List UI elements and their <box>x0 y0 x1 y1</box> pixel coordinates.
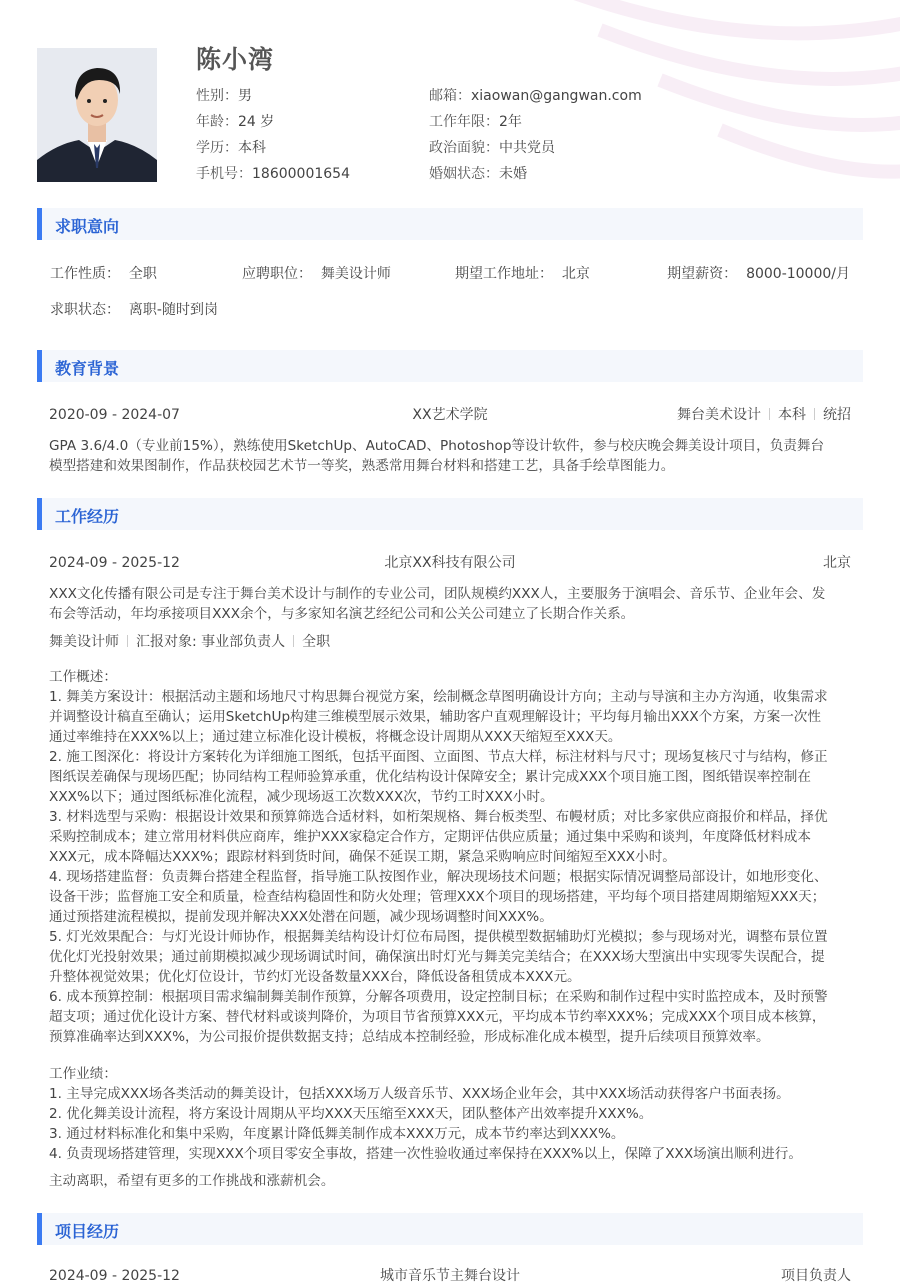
intent-salary: 期望薪资： 8000-10000/月 <box>667 266 850 282</box>
leave-reason: 主动离职，希望有更多的工作挑战和涨薪机会。 <box>49 1173 335 1189</box>
section-accent-bar <box>37 498 42 530</box>
section-accent-bar <box>37 208 42 240</box>
project-date: 2024-09 - 2025-12 <box>49 1268 180 1284</box>
work-company: 北京XX科技有限公司 <box>384 555 516 571</box>
section-title: 教育背景 <box>55 359 120 378</box>
section-header-education <box>37 350 863 382</box>
section-accent-bar <box>37 350 42 382</box>
section-title: 求职意向 <box>55 217 120 236</box>
company-intro: XXX文化传播有限公司是专注于舞台美术设计与制作的专业公司，团队规模约XXX人，主要服务于演唱会、音乐节、企业年会、发 布会等活动，年均承接项目XXX余个，与多家知名演艺经纪公司和公关公司建立了长期合作关系。 <box>49 586 826 622</box>
project-role: 项目负责人 <box>781 1268 851 1284</box>
section-title: 工作经历 <box>55 507 120 526</box>
intent-status: 求职状态： 离职-随时到岗 <box>50 302 218 318</box>
divider <box>769 408 770 420</box>
intent-position: 应聘职位： 舞美设计师 <box>242 266 391 282</box>
political-status-field: 政治面貌：中共党员 <box>429 140 555 156</box>
work-years-field: 工作年限：2年 <box>429 114 522 130</box>
education-level-field: 学历：本科 <box>196 140 266 156</box>
section-accent-bar <box>37 1213 42 1245</box>
marital-status-field: 婚姻状态：未婚 <box>429 166 527 182</box>
work-overview: 工作概述： 1. 舞美方案设计：根据活动主题和场地尺寸构思舞台视觉方案，绘制概念草图明确设计方向；主动与导演和主办方沟通，收集需求 并调整设计稿直至确认；运用SketchUp构建三维模型展示效果，辅助客户直观理解设计；平均每月输出XXX个方案，方案一次性 通过率维持在XXX%以上；通过建立标准化设计模板，将概念设计周期从XXX天缩短至XXX天。 2. 施工图深化：将设计方案转化为详细施工图纸，包括平面图、立面图、节点大样，标注材料与尺寸；现场复核尺寸与结构，修正 图纸误差确保与现场匹配；协同结构工程师验算承重，优化结构设计保障安全；累计完成XXX个项目施工图，图纸错误率控制在 XXX%以下；通过图纸标准化流程，减少现场返工次数XXX次，节约工时XXX小时。 3. 材料选型与采购：根据设计效果和预算筛选合适材料，如桁架规格、舞台板类型、布幔材质；对比多家供应商报价和样品，择优 采购控制成本；建立常用材料供应商库，维护XXX家稳定合作方，定期评估供应质量；通过集中采购和谈判，年度降低材料成本 XXX元，成本降幅达XXX%；跟踪材料到货时间，确保不延误工期，紧急采购响应时间缩短至XXX小时。 4. 现场搭建监督：负责舞台搭建全程监督，指导施工队按图作业，解决现场技术问题；根据实际情况调整局部设计，如地形变化、 设备干涉；监督施工安全和质量，检查结构稳固性和防火处理；管理XXX个项目的现场搭建，平均每个项目搭建周期缩短XXX天； 通过预搭建流程模拟，提前发现并解决XXX处潜在问题，减少现场调整时间XXX%。 5. 灯光效果配合：与灯光设计师协作，根据舞美结构设计灯位布局图，提供模型数据辅助灯光模拟；参与现场对光，调整布景位置 优化灯光投射效果；通过前期模拟减少现场调试时间，确保演出时灯光与舞美完美结合；在XXX场大型演出中实现零失误配合，提 升整体视觉效果；优化灯位设计，节约灯光设备数量XXX台，降低设备租赁成本XXX元。 6. 成本预算控制：根据项目需求编制舞美制作预算，分解各项费用，设定控制目标；在采购和制作过程中实时监控成本，及时预警 超支项；通过优化设计方案、替代材料或谈判降价，为项目节省预算XXX元，平均成本节约率XXX%；完成XXX个项目成本核算， 预算准确率达到XXX%，为公司报价提供数据支持；总结成本控制经验，形成标准化成本模型，提升后续项目预算效率。 <box>49 669 828 1045</box>
work-meta: 舞美设计师 汇报对象: 事业部负责人 全职 <box>49 634 331 650</box>
project-name: 城市音乐节主舞台设计 <box>380 1268 520 1284</box>
intent-type: 工作性质： 全职 <box>50 266 157 282</box>
age-field: 年龄：24 岁 <box>196 114 275 130</box>
divider <box>814 408 815 420</box>
work-date: 2024-09 - 2025-12 <box>49 555 180 571</box>
education-description: GPA 3.6/4.0（专业前15%），熟练使用SketchUp、AutoCAD、Photoshop等设计软件，参与校庆晚会舞美设计项目，负责舞台 模型搭建和效果图制作，作品获校园艺术节一等奖，熟悉常用舞台材料和搭建工艺，具备手绘草图能力。 <box>49 438 825 474</box>
divider <box>127 635 128 647</box>
divider <box>293 635 294 647</box>
avatar <box>37 48 157 182</box>
work-city: 北京 <box>823 555 851 571</box>
section-title: 项目经历 <box>55 1222 120 1241</box>
section-header-project <box>37 1213 863 1245</box>
section-header-work <box>37 498 863 530</box>
education-school: XX艺术学院 <box>412 407 488 423</box>
candidate-name: 陈小湾 <box>196 45 275 74</box>
email-field: 邮箱：xiaowan@gangwan.com <box>429 88 642 104</box>
education-date: 2020-09 - 2024-07 <box>49 407 180 423</box>
section-header-intent <box>37 208 863 240</box>
intent-city: 期望工作地址： 北京 <box>455 266 590 282</box>
gender-field: 性别：男 <box>196 88 252 104</box>
education-meta: 舞台美术设计 本科 统招 <box>677 407 851 423</box>
phone-field: 手机号：18600001654 <box>196 166 350 182</box>
work-achievements: 工作业绩： 1. 主导完成XXX场各类活动的舞美设计，包括XXX场万人级音乐节、XXX场企业年会，其中XXX场活动获得客户书面表扬。 2. 优化舞美设计流程，将方案设计周期从平均XXX天压缩至XXX天，团队整体产出效率提升XXX%。 3. 通过材料标准化和集中采购，年度累计降低舞美制作成本XXX万元，成本节约率达到XXX%。 4. 负责现场搭建管理，实现XXX个项目零安全事故，搭建一次性验收通过率保持在XXX%以上，保障了XXX场演出顺利进行。 <box>49 1066 802 1162</box>
